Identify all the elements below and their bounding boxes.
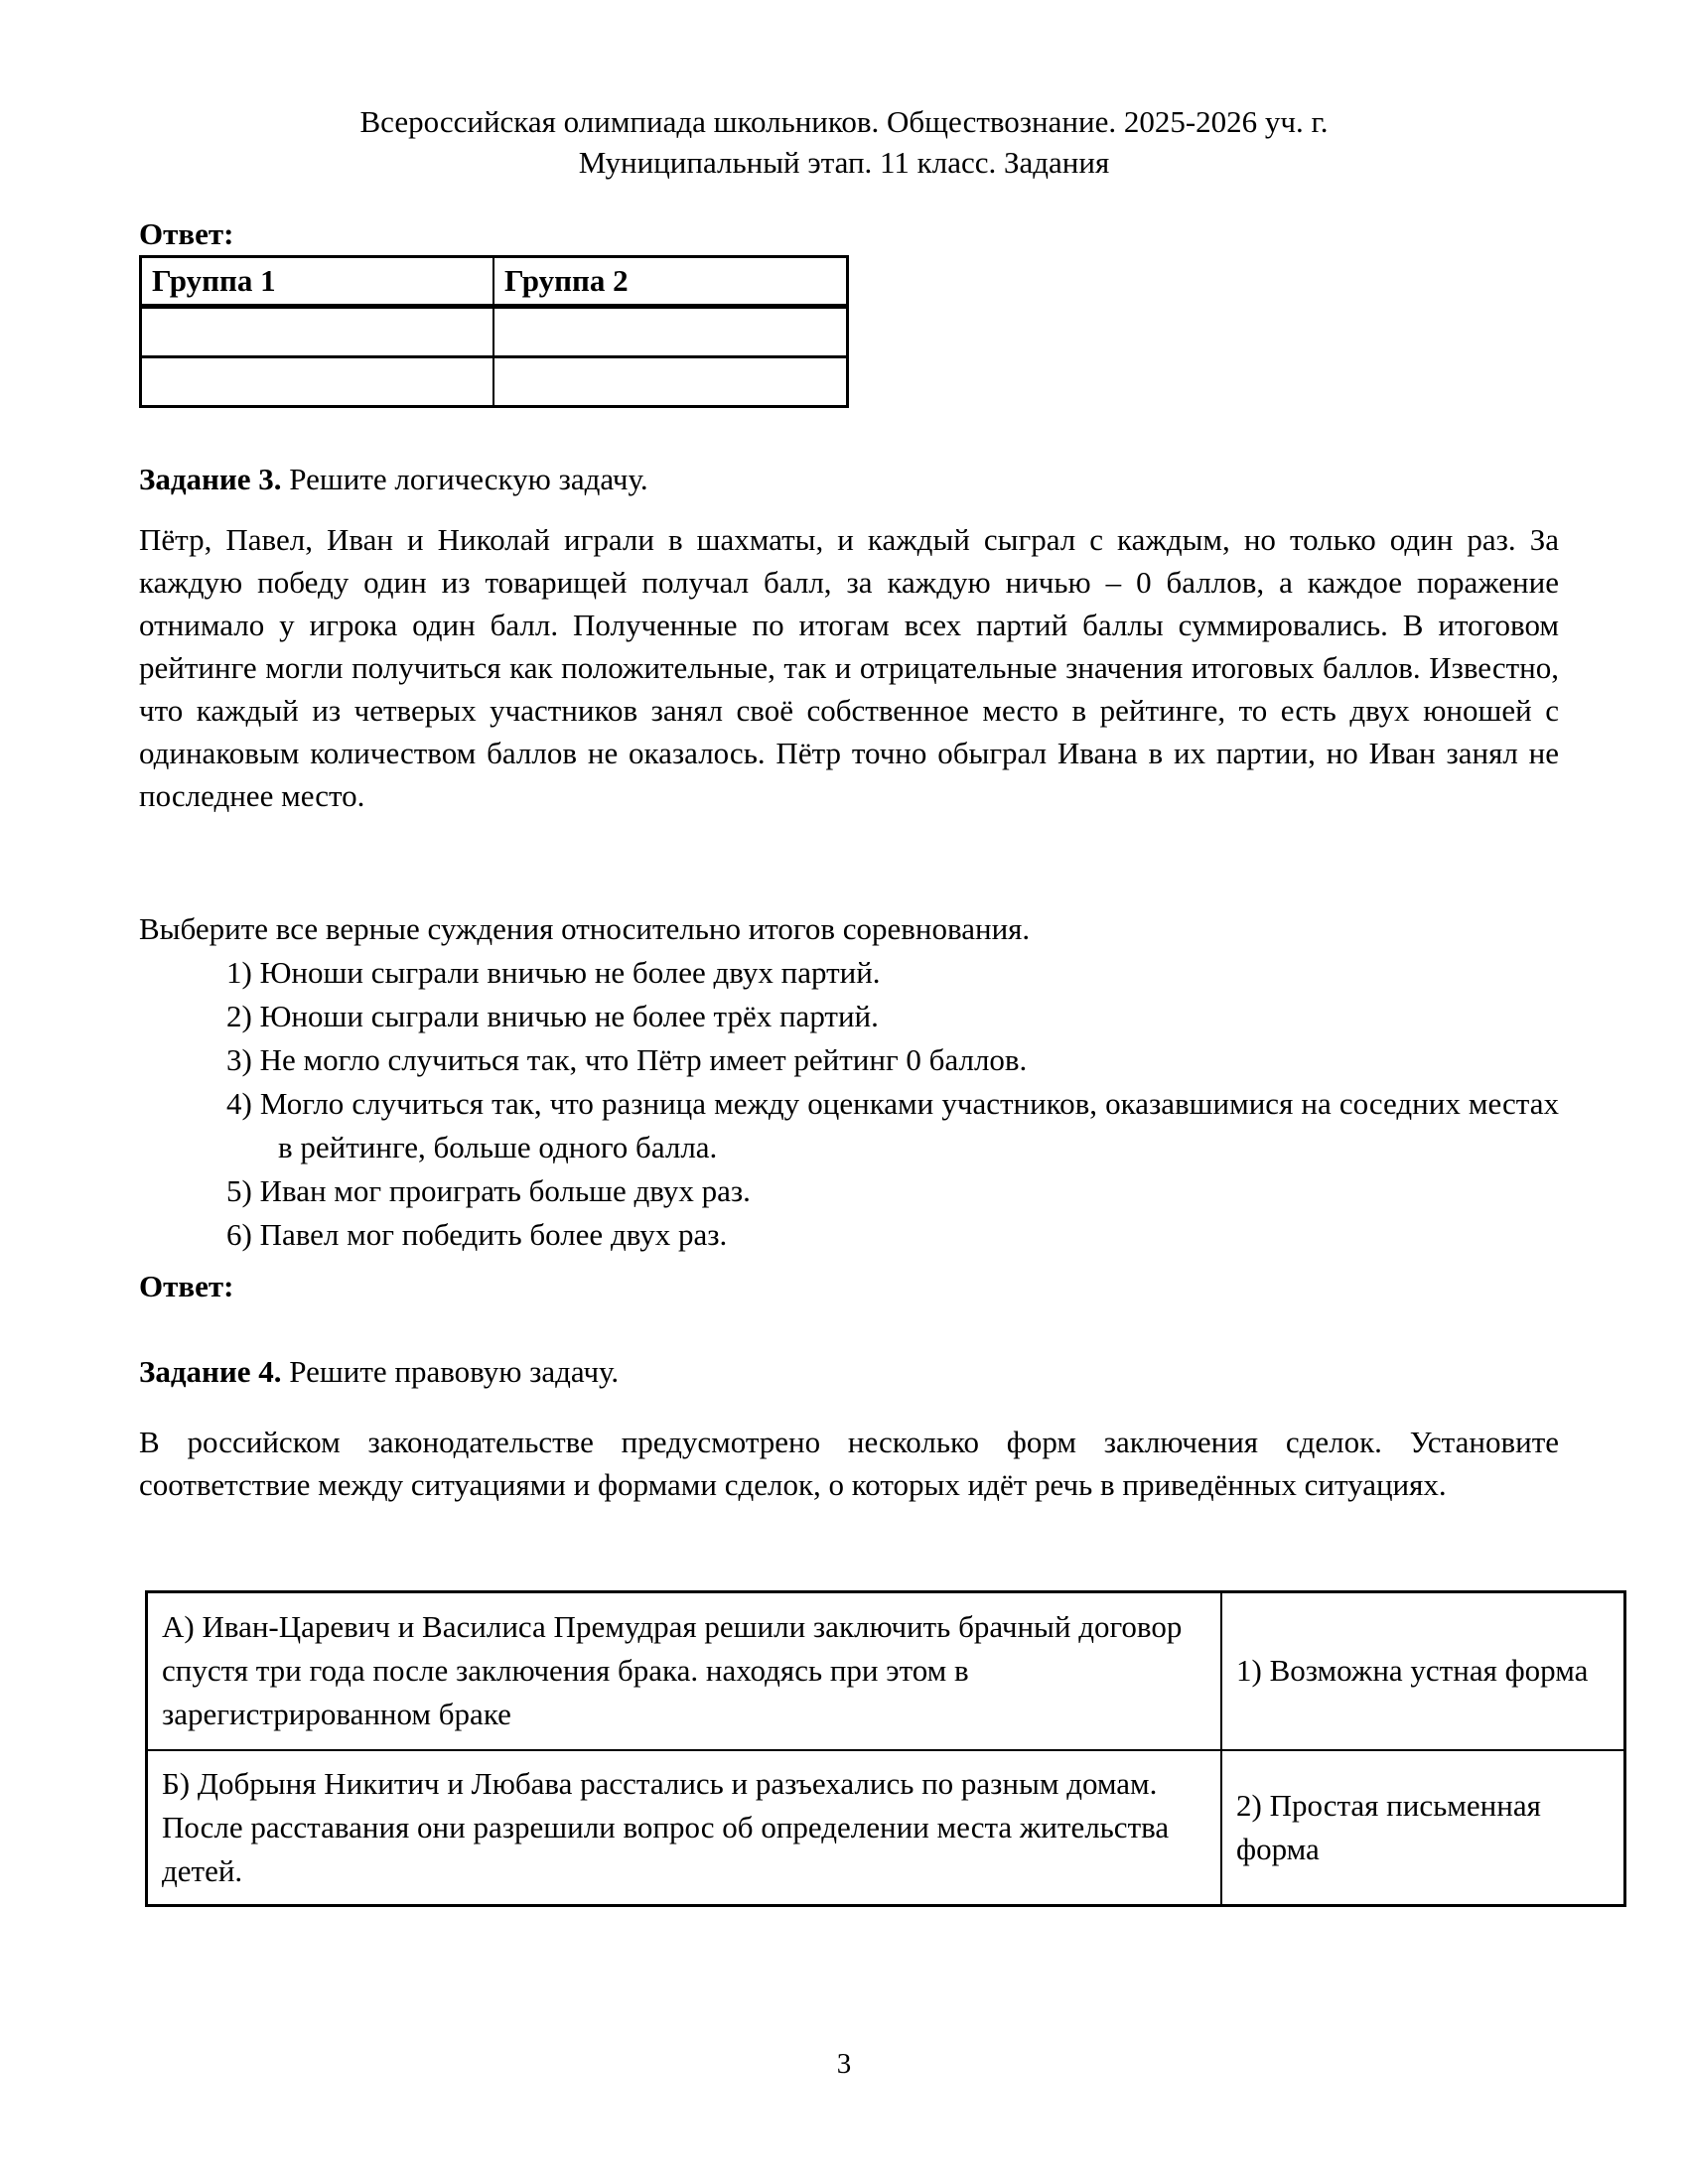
form-2-cell: 2) Простая письменная форма	[1221, 1750, 1625, 1906]
task3-choose-prompt: Выберите все верные суждения относительно итогов соревнования.	[139, 911, 1031, 946]
header-line-2: Муниципальный этап. 11 класс. Задания	[578, 145, 1110, 180]
answer-cell	[493, 307, 848, 357]
answer-label-top: Ответ:	[139, 216, 234, 251]
task4-title-text: Решите правовую задачу.	[281, 1354, 620, 1389]
task3-paragraph: Пётр, Павел, Иван и Николай играли в шахматы, и каждый сыграл с каждым, но только один раз. За каждую победу один из товарищей получал балл, за каждую ничью – 0 баллов, а каждое поражение отнимало у игрока один балл. Полученные по итогам всех партий баллы суммировались. В итоговом рейтинге могли получиться как положительные, так и отрицательные значения итоговых баллов. Известно, что каждый из четверых участников занял своё собственное место в рейтинге, то есть двух юношей с одинаковым количеством баллов не оказалось. Пётр точно обыграл Ивана в их партии, но Иван занял не последнее место.	[139, 522, 1559, 813]
situation-a-cell: А) Иван-Царевич и Василиса Премудрая решили заключить брачный договор спустя три года после заключения брака. находясь при этом в зарегистрированном браке	[147, 1592, 1222, 1750]
task3-number: Задание 3.	[139, 462, 282, 496]
table-header-row	[141, 257, 848, 307]
answer-cell	[493, 357, 848, 407]
task3-title-text: Решите логическую задачу.	[281, 462, 648, 496]
form-1-cell: 1) Возможна устная форма	[1221, 1592, 1625, 1750]
table-row-situation-a	[147, 1592, 1625, 1750]
list-item-option-5: 5) Иван мог проиграть больше двух раз.	[226, 1173, 751, 1208]
table-row-situation-b	[147, 1750, 1625, 1906]
answer-cell	[141, 357, 494, 407]
list-item-option-1: 1) Юноши сыграли вничью не более двух партий.	[226, 955, 881, 990]
task4-matching-table	[145, 1590, 1626, 1907]
header-line-1: Всероссийская олимпиада школьников. Обществознание. 2025-2026 уч. г.	[359, 104, 1329, 139]
list-item-option-4: 4) Могло случиться так, что разница между оценками участников, оказавшимися на соседних местах в рейтинге, больше одного балла.	[226, 1086, 1559, 1164]
list-item-option-6: 6) Павел мог победить более двух раз.	[226, 1217, 728, 1252]
table-row	[141, 307, 848, 357]
list-item-option-3: 3) Не могло случиться так, что Пётр имеет рейтинг 0 баллов.	[226, 1042, 1028, 1077]
answer-groups-table	[139, 255, 849, 408]
column-header-group-2: Группа 2	[493, 257, 848, 307]
table-row	[141, 357, 848, 407]
situation-b-cell: Б) Добрыня Никитич и Любава расстались и разъехались по разным домам. После расставания они разрешили вопрос об определении места жительства детей.	[147, 1750, 1222, 1906]
task4-paragraph: В российском законодательстве предусмотрено несколько форм заключения сделок. Установите соответствие между ситуациями и формами сделок, о которых идёт речь в приведённых ситуациях.	[139, 1425, 1559, 1502]
document-header	[0, 101, 1688, 183]
task3-title	[139, 462, 648, 497]
answer-cell	[141, 307, 494, 357]
list-item-option-2: 2) Юноши сыграли вничью не более трёх партий.	[226, 999, 879, 1033]
task4-title	[139, 1354, 619, 1390]
column-header-group-1: Группа 1	[141, 257, 494, 307]
task4-number: Задание 4.	[139, 1354, 282, 1389]
page-number: 3	[836, 2048, 852, 2080]
task3-options-list	[139, 951, 1559, 1257]
task3-answer-label: Ответ:	[139, 1269, 234, 1303]
